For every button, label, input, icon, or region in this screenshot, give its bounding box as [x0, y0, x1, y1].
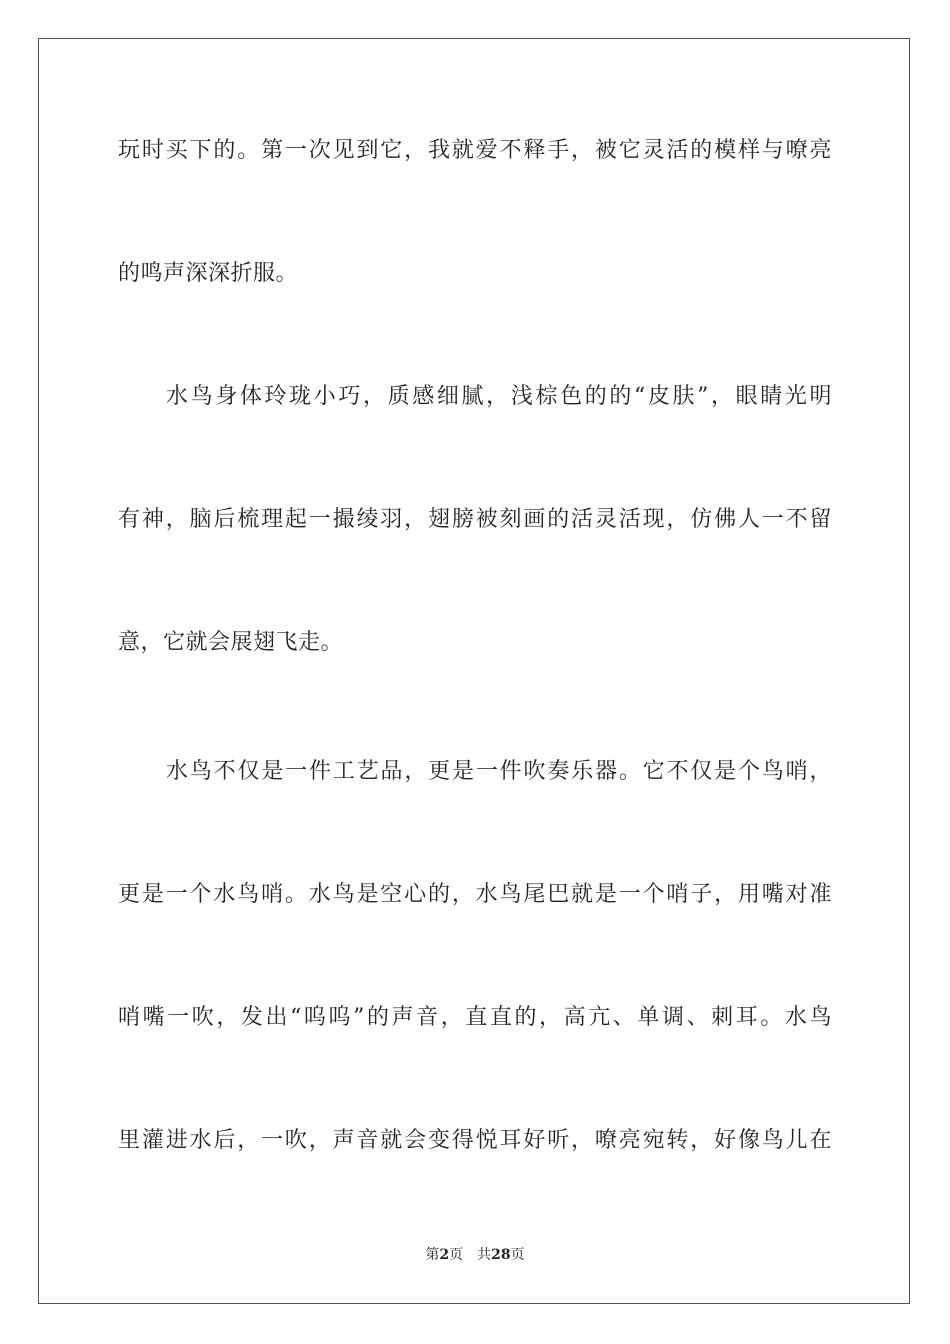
page-total: 共28页: [477, 1247, 525, 1263]
text-line: 哨嘴一吹，发出“呜呜”的声音，直直的，高亢、单调、刺耳。水鸟: [118, 1005, 832, 1030]
text-line: 的鸣声深深折服。: [118, 261, 299, 286]
text-line: 更是一个水鸟哨。水鸟是空心的，水鸟尾巴就是一个哨子，用嘴对准: [118, 882, 832, 907]
page-number: 第2页: [425, 1247, 464, 1263]
text-line: 意，它就会展翅飞走。: [118, 630, 344, 655]
text-line: 有神，脑后梳理起一撮绫羽，翅膀被刻画的活灵活现，仿佛人一不留: [118, 507, 832, 532]
text-line: 水鸟不仅是一件工艺品，更是一件吹奏乐器。它不仅是个鸟哨，: [166, 759, 832, 784]
text-line: 水鸟身体玲珑小巧，质感细腻，浅棕色的的“皮肤”，眼睛光明: [166, 384, 832, 409]
page-footer: [0, 1245, 950, 1265]
text-line: 里灌进水后，一吹，声音就会变得悦耳好听，嘹亮宛转，好像鸟儿在: [118, 1128, 832, 1153]
text-line: 玩时买下的。第一次见到它，我就爱不释手，被它灵活的模样与嘹亮: [118, 138, 832, 163]
page-border: [38, 38, 910, 1304]
